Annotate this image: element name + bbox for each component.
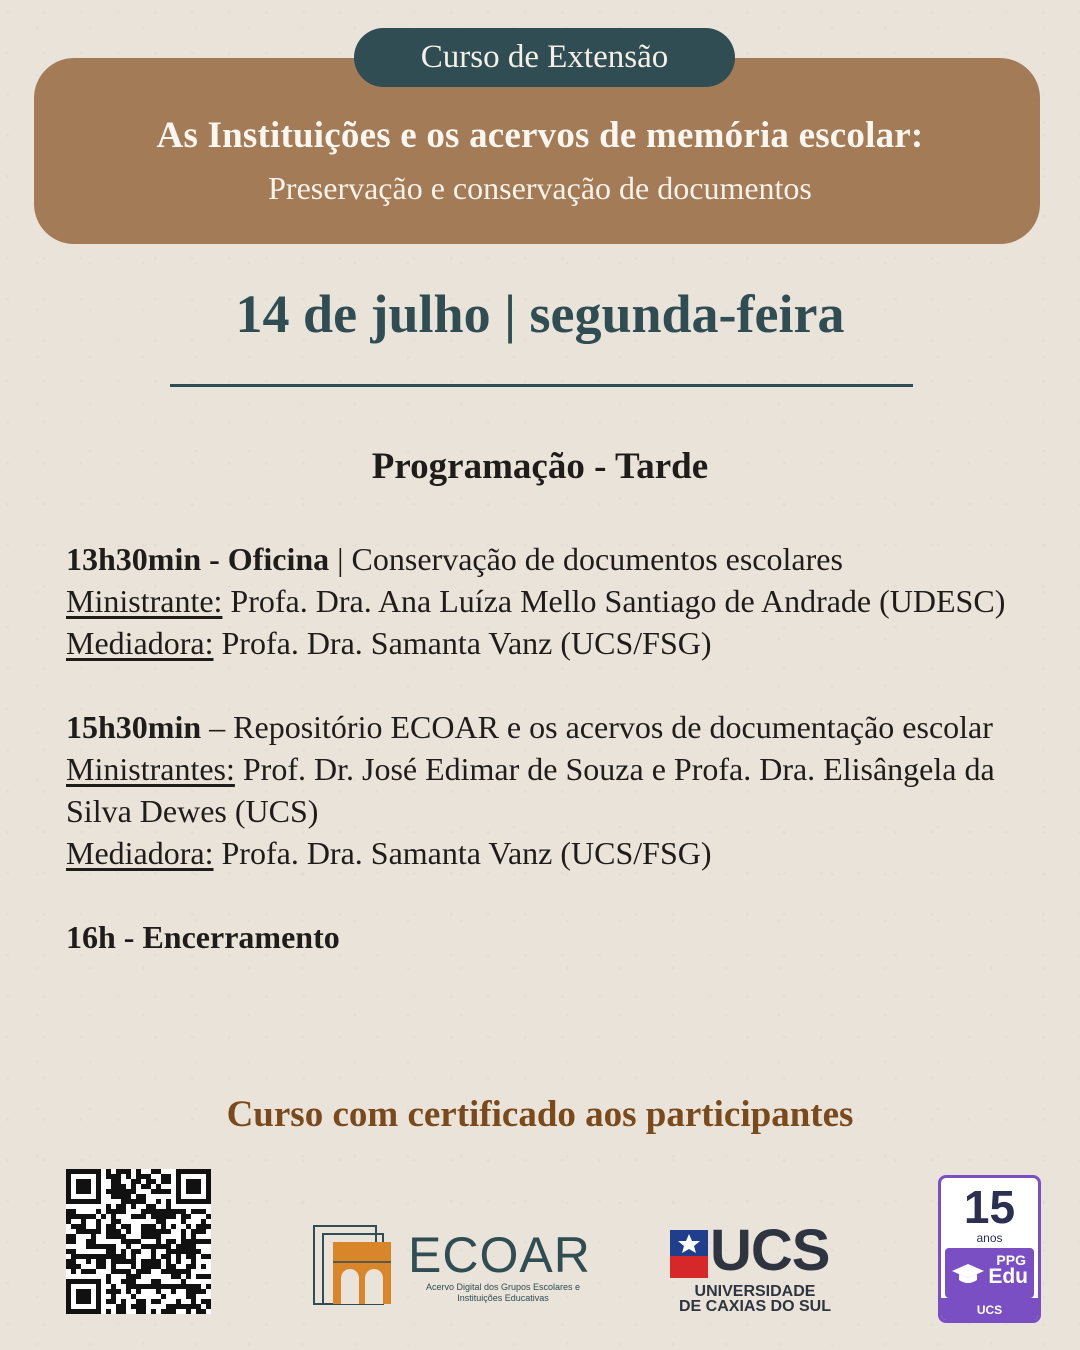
session-1-speaker	[66, 580, 1056, 622]
ppg-ucs-label: UCS	[976, 1303, 1003, 1317]
session-1-time: 13h30min - Oficina	[66, 541, 330, 577]
mediator-label: Mediadora:	[66, 835, 214, 871]
ecoar-name: ECOAR	[408, 1227, 591, 1283]
session-2-speakers	[66, 748, 1056, 832]
course-subtitle: Preservação e conservação de documentos	[268, 170, 812, 206]
session-2-mediator	[66, 832, 1056, 874]
certificate-note: Curso com certificado aos participantes	[226, 1094, 854, 1135]
session-1-topic: | Conservação de documentos escolares	[329, 541, 843, 577]
ppg-number: 15	[963, 1181, 1016, 1233]
ucs-line-2: DE CAXIAS DO SUL	[678, 1298, 831, 1315]
speakers-names: Prof. Dr. José Edimar de Souza e Profa. Dra. Elisângela da Silva Dewes (UCS)	[66, 751, 995, 829]
ppg-label: PPG	[996, 1252, 1026, 1268]
mediator-name: Profa. Dra. Samanta Vanz (UCS/FSG)	[213, 835, 712, 871]
graduation-cap-icon	[951, 1262, 985, 1286]
session-2-time: 15h30min	[66, 709, 202, 745]
mediator-label: Mediadora:	[66, 625, 214, 661]
program-title: Programação - Tarde	[371, 446, 709, 487]
ppg-panel	[945, 1248, 1034, 1298]
session-1-mediator	[66, 622, 1056, 664]
course-title: As Instituições e os acervos de memória escolar:	[156, 115, 924, 156]
edu-label: Edu	[988, 1265, 1028, 1288]
ucs-line-1: UNIVERSIDADE	[694, 1283, 816, 1300]
ppgedu-15-anos-badge	[938, 1175, 1041, 1323]
ecoar-building-icon	[311, 1222, 401, 1308]
speaker-name: Profa. Dra. Ana Luíza Mello Santiago de Andrade (UDESC)	[222, 583, 1006, 619]
session-2-title	[66, 706, 1056, 748]
ucs-star-flag-icon	[670, 1230, 708, 1278]
ecoar-logo	[311, 1222, 591, 1308]
closing-text: 16h - Encerramento	[66, 919, 340, 955]
divider	[170, 384, 913, 387]
event-date: 14 de julho | segunda-feira	[235, 284, 845, 344]
program-schedule	[66, 538, 1056, 958]
speaker-label: Ministrante:	[66, 583, 223, 619]
speakers-label: Ministrantes:	[66, 751, 235, 787]
ucs-name: UCS	[710, 1218, 830, 1283]
closing	[66, 916, 1056, 958]
session-2-topic: – Repositório ECOAR e os acervos de documentação escolar	[201, 709, 993, 745]
ppg-anos: anos	[976, 1231, 1003, 1245]
qr-code-icon[interactable]	[66, 1169, 211, 1314]
course-type-pill: Curso de Extensão	[354, 28, 735, 87]
ecoar-tagline: Acervo Digital dos Grupos Escolares e Instituições Educativas	[425, 1282, 581, 1303]
ucs-logo	[668, 1218, 838, 1316]
session-1-title	[66, 538, 1056, 580]
mediator-name: Profa. Dra. Samanta Vanz (UCS/FSG)	[213, 625, 712, 661]
